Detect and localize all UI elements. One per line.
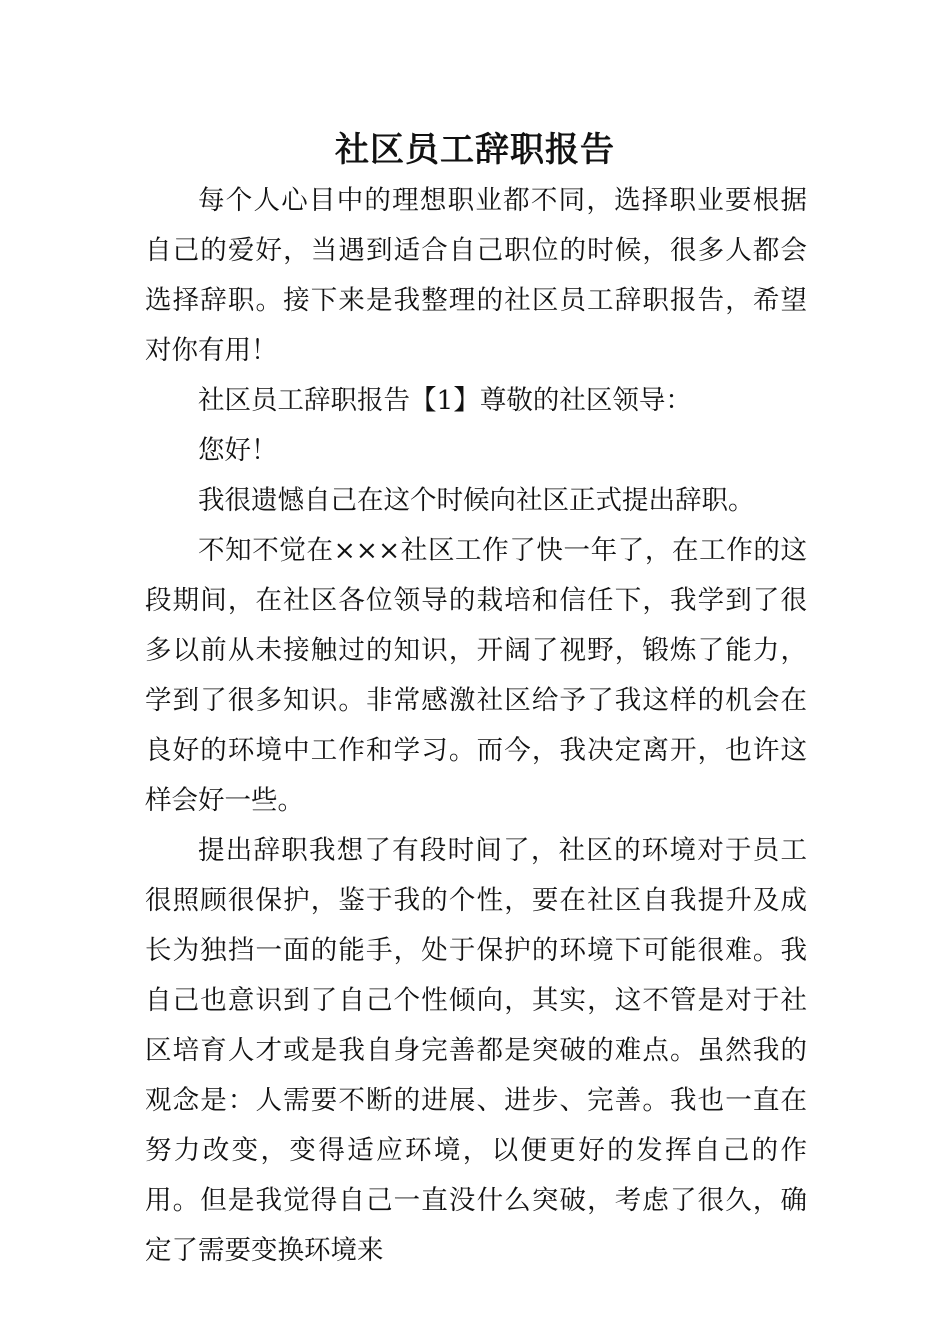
document-body	[145, 176, 807, 1276]
document-title: 社区员工辞职报告	[335, 130, 615, 170]
paragraph-intro: 每个人心目中的理想职业都不同，选择职业要根据自己的爱好，当遇到适合自己职位的时候，很多人都会选择辞职。接下来是我整理的社区员工辞职报告，希望对你有用！	[145, 185, 807, 366]
paragraph-letter-heading: 社区员工辞职报告【1】尊敬的社区领导：	[198, 385, 692, 416]
paragraph-greeting: 您好！	[198, 435, 278, 466]
paragraph-reasons: 提出辞职我想了有段时间了，社区的环境对于员工很照顾很保护，鉴于我的个性，要在社区自我提升及成长为独挡一面的能手，处于保护的环境下可能很难。我自己也意识到了自己个性倾向，其实，这不管是对于社区培育人才或是我自身完善都是突破的难点。虽然我的观念是：人需要不断的进展、进步、完善。我也一直在努力改变，变得适应环境，以便更好的发挥自己的作用。但是我觉得自己一直没什么突破，考虑了很久，确定了需要变换环境来	[145, 835, 807, 1266]
paragraph-gratitude: 不知不觉在×××社区工作了快一年了，在工作的这段期间，在社区各位领导的栽培和信任下，我学到了很多以前从未接触过的知识，开阔了视野，锻炼了能力，学到了很多知识。非常感激社区给予了我这样的机会在良好的环境中工作和学习。而今，我决定离开，也许这样会好一些。	[145, 535, 807, 816]
paragraph-resignation-statement: 我很遗憾自己在这个时候向社区正式提出辞职。	[198, 485, 755, 516]
